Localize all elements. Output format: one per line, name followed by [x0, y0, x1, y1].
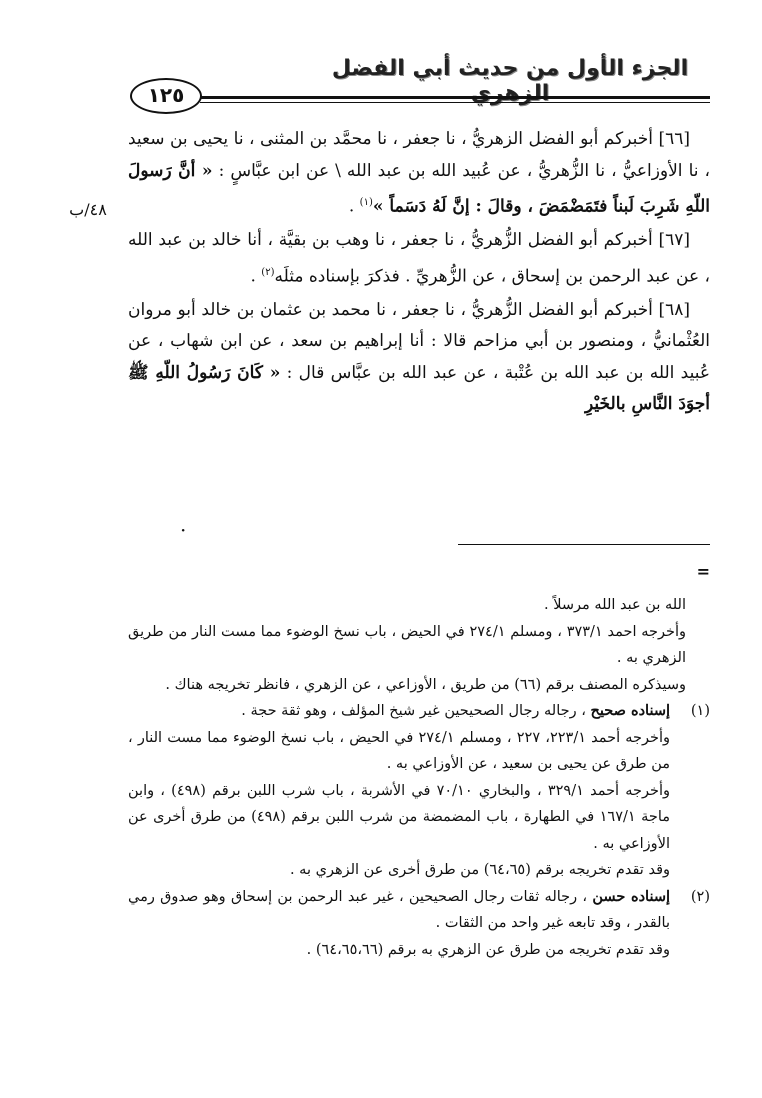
footnote-continued	[128, 592, 710, 698]
footnote-line: ، رجاله ثقات رجال الصحيحين ، غير عبد الرحمن بن إسحاق وهو صدوق رمي بالقدر ، وقد تابعه غير واحد من الثقات .	[128, 888, 670, 931]
footnote-ref: (١)	[359, 197, 373, 208]
hadith-text: [٦٦] أخبركم أبو الفضل الزهريُّ ، نا جعفر ، نا محمَّد بن المثنى ، نا يحيى بن سعيد ، نا الأوزاعيُّ ، نا الزُّهريُّ ، عن عُبيد الله بن عبد الله \ عن ابن عبَّاسٍ :	[128, 129, 711, 181]
hadith-quote: « أنَّ رَسولَ اللّهِ شَرِبَ لَبناً فتَمَضْمَضَ ، وقالَ : إنَّ لَهُ دَسَماً »	[128, 160, 710, 217]
hadith-quote: « كَانَ رَسُولُ اللّهِ ﷺ أجوَدَ النَّاسِ بالخَيْرِ	[128, 362, 710, 415]
footnote-line: وقد تقدم تخريجه من طرق عن الزهري به برقم (٦٤،٦٥،٦٦) .	[306, 941, 670, 958]
footnote-2	[128, 884, 710, 964]
manuscript-folio-note: ٤٨/ب	[69, 200, 107, 219]
hadith-end: .	[348, 196, 360, 217]
footnote-ref: (٢)	[261, 266, 275, 278]
hadith-text: [٦٧] أخبركم أبو الفضل الزُّهريُّ ، نا جعفر ، نا وهب بن بقيَّة ، أنا خالد بن عبد الله ، عن عبد الرحمن بن إسحاق ، عن الزُّهريِّ . فذكرَ بإسناده مثلَه	[128, 230, 710, 287]
hadith-end: .	[250, 266, 262, 287]
header-rule-thick	[200, 96, 710, 99]
footnote-1	[128, 698, 710, 884]
page-header	[130, 52, 710, 114]
hadith-67	[128, 225, 710, 293]
page-number: ١٢٥	[130, 78, 202, 114]
footnote-number: (٢)	[690, 888, 710, 905]
footnotes	[128, 592, 710, 963]
dot-mark: ·	[180, 518, 187, 542]
footnote-grading: إسناده حسن	[592, 887, 671, 905]
footnote-line: وقد تقدم تخريجه برقم (٦٤،٦٥) من طرق أخرى عن الزهري به .	[289, 862, 670, 878]
hadith-66	[128, 124, 710, 223]
footnote-separator	[458, 544, 710, 545]
continuation-mark: =	[696, 562, 710, 581]
hadith-text: [٦٨] أخبركم أبو الفضل الزُّهريُّ ، نا جعفر ، نا محمد بن عثمان بن خالد أبو مروان العُثْمانيُّ ، ومنصور بن أبي مزاحم قالا : أنا إبراهيم بن سعد ، عن ابن شهاب ، عن عُبيد الله بن عبد الله بن عُتْبة ، عن عبد الله بن عبَّاس قال :	[128, 299, 711, 383]
footnote-line: وسيذكره المصنف برقم (٦٦) من طريق ، الأوزاعي ، عن الزهري ، فانظر تخريجه هناك .	[165, 676, 686, 693]
hadith-68	[128, 295, 710, 421]
footnote-line: وأخرجه احمد ٣٧٣/١ ، ومسلم ٢٧٤/١ في الحيض ، باب نسخ الوضوء مما مست النار من طريق الزهري به .	[128, 623, 687, 666]
footnote-line: وأخرجه أحمد ٢٢٣/١، ٢٢٧ ، ومسلم ٢٧٤/١ في الحيض ، باب نسخ الوضوء مما مست النار ، من طرق عن يحيى بن سعيد ، عن الأوزاعي به .	[128, 729, 670, 772]
footnote-line: الله بن عبد الله مرسلاً .	[544, 597, 686, 613]
footnote-number: (١)	[690, 703, 710, 719]
footnote-line: ، رجاله رجال الصحيحين غير شيخ المؤلف ، وهو ثقة حجة .	[241, 703, 586, 719]
running-title: الجزء الأول من حديث أبي الفضل الزهري	[331, 56, 689, 106]
header-rule-thin	[200, 102, 710, 103]
footnote-grading: إسناده صحيح	[590, 702, 670, 719]
main-text	[128, 124, 710, 423]
footnote-line: وأخرجه أحمد ٣٢٩/١ ، والبخاري ٧٠/١٠ في الأشربة ، باب شرب اللبن برقم (٤٩٨) ، وابن ماجة ١٦٧/١ في الطهارة ، باب المضمضة من شرب اللبن برقم (٤٩٨) من طرق أخرى عن الأوزاعي به .	[128, 782, 670, 852]
